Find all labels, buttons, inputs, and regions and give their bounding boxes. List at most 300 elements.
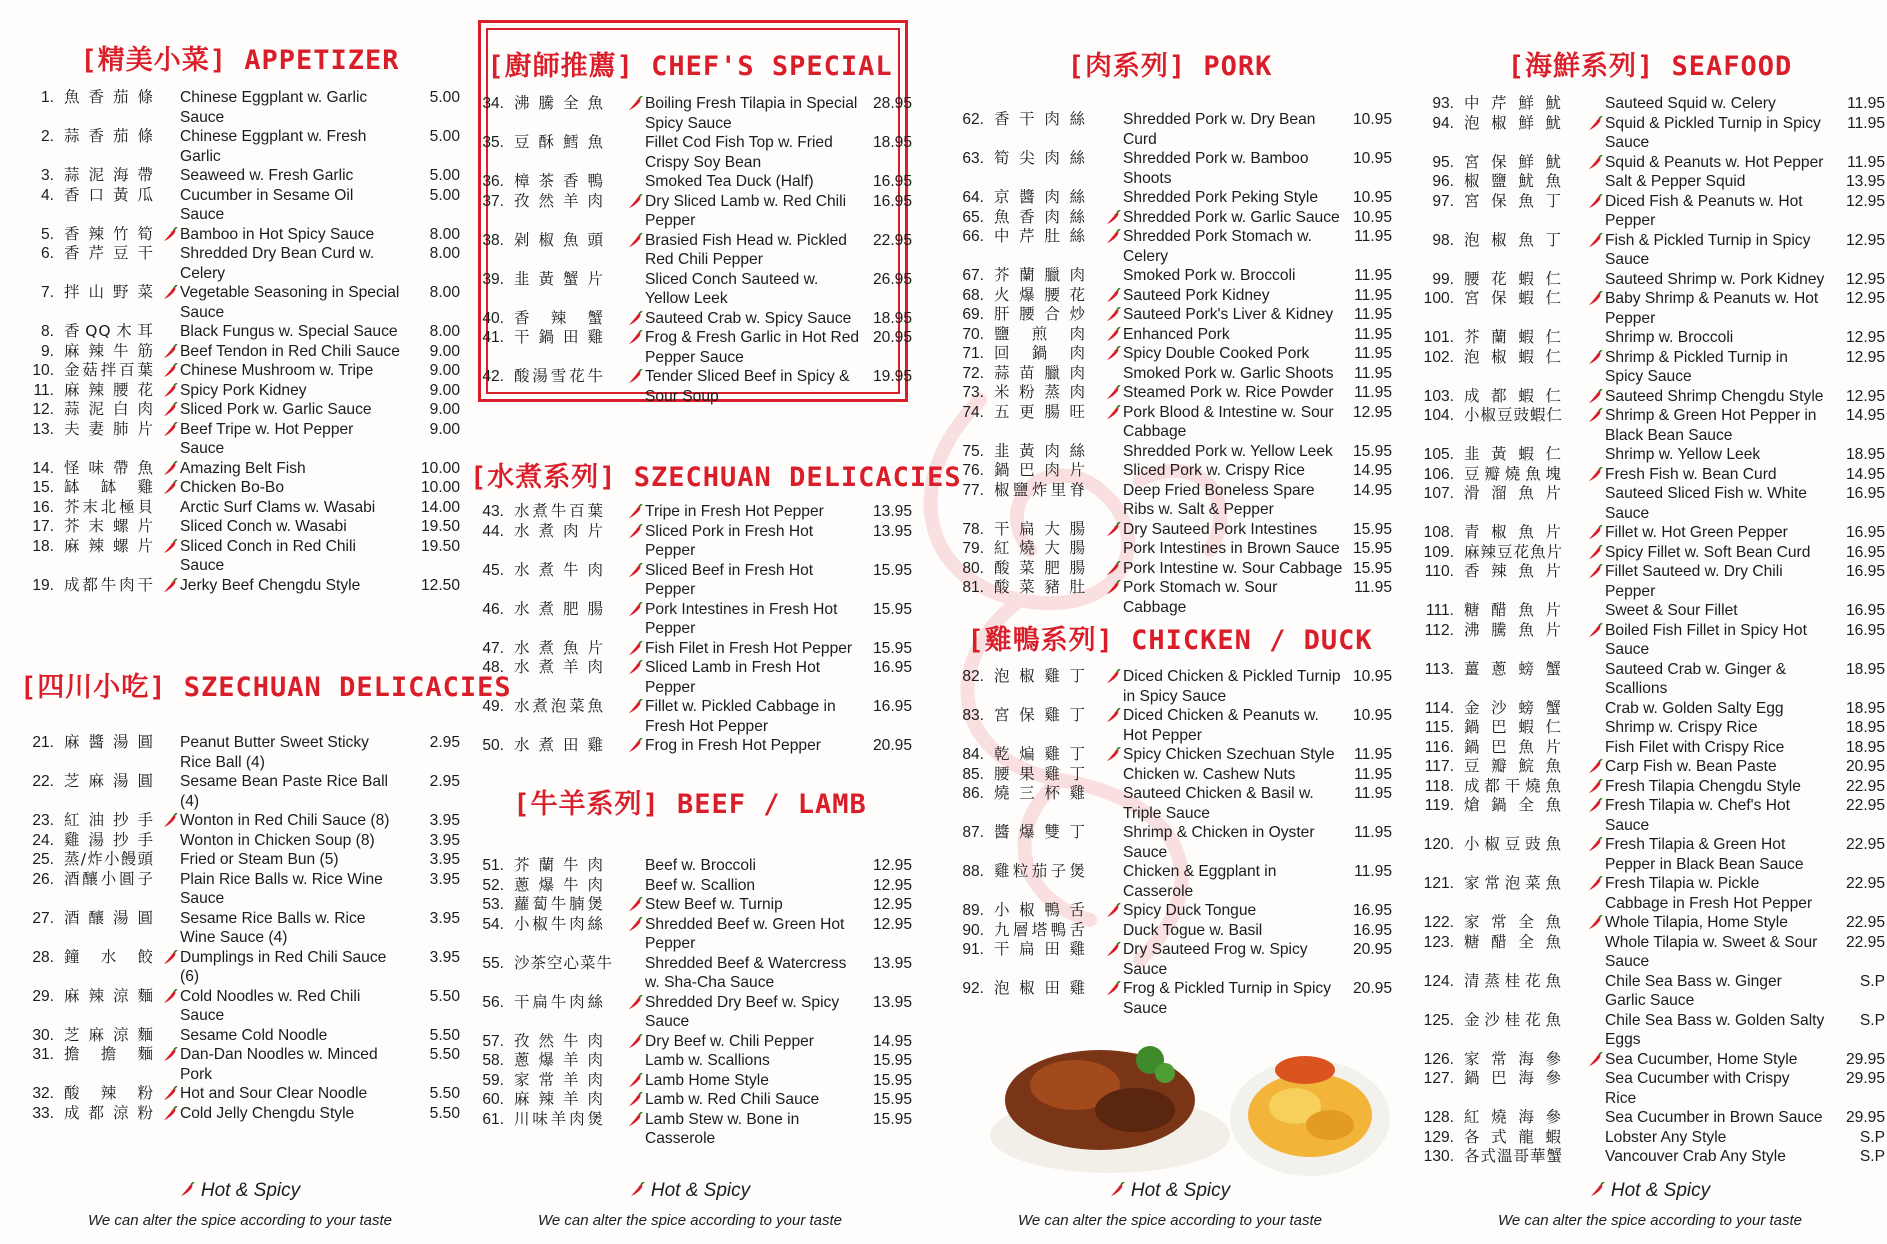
item-chinese-name: 香辣魚片 [1464, 562, 1562, 580]
hot-pepper-icon [628, 311, 643, 327]
item-number: 39. [482, 270, 504, 288]
item-chinese-name: 香辣蟹 [514, 308, 604, 327]
item-english-name: Sauteed Pork Kidney [1123, 286, 1270, 304]
item-english-name: Sauteed Sliced Fish w. White Sauce [1605, 485, 1807, 522]
item-chinese-name: 酸菜肥腸 [994, 558, 1086, 577]
hot-pepper-icon [1588, 350, 1603, 366]
item-chinese-name: 麻辣涼麵 [64, 986, 154, 1005]
item-number: 127. [1423, 1070, 1454, 1087]
hot-pepper-icon [163, 578, 178, 594]
item-english-name: Shredded Dry Bean Curd w. Celery [180, 245, 375, 282]
item-price: 22.95 [1845, 836, 1885, 853]
item-english-name: Diced Fish & Peanuts w. Hot Pepper [1605, 192, 1803, 229]
item-english-name: Sea Cucumber, Home Style [1605, 1050, 1798, 1068]
menu-item [950, 149, 1390, 188]
item-number: 25. [32, 851, 54, 868]
item-price: 11.95 [1354, 785, 1392, 802]
item-chinese-name: 椒鹽炸里脊 [994, 480, 1086, 499]
item-price: 5.00 [429, 186, 460, 204]
item-number: 81. [962, 579, 984, 596]
item-number: 90. [962, 921, 984, 939]
item-number: 65. [962, 208, 984, 226]
item-chinese-name: 擔擔麵 [64, 1045, 154, 1063]
item-chinese-name: 泡椒魚丁 [1464, 230, 1562, 249]
section-title: [肉系列] PORK [1067, 51, 1273, 82]
item-english-name: Lamb w. Scallions [645, 1052, 770, 1069]
item-english-name: Squid & Pickled Turnip in Spicy Sauce [1605, 114, 1821, 151]
item-chinese-name: 香芹豆干 [64, 244, 154, 262]
item-chinese-name: 腰果雞丁 [994, 764, 1086, 783]
item-english-name: Sauteed Crab w. Ginger & Scallions [1605, 660, 1787, 697]
menu-item [20, 1084, 460, 1104]
item-number: 69. [962, 306, 984, 323]
item-english-name: Squid & Peanuts w. Hot Pepper [1605, 153, 1824, 171]
hot-pepper-icon [163, 1047, 178, 1063]
hot-pepper-icon [1588, 525, 1603, 541]
menu-item [20, 381, 460, 401]
item-price: 10.95 [1352, 189, 1392, 206]
item-number: 104. [1423, 407, 1454, 424]
item-english-name: Sliced Beef in Fresh Hot Pepper [645, 561, 814, 598]
item-price: 19.50 [420, 518, 460, 535]
menu-item [950, 227, 1390, 266]
item-price: 15.95 [872, 561, 912, 579]
menu-item [20, 1026, 460, 1046]
item-chinese-name: 宮保蝦仁 [1464, 289, 1562, 307]
item-chinese-name: 孜然牛肉 [514, 1031, 604, 1050]
item-chinese-name: 小椒鴨舌 [994, 901, 1086, 919]
item-number: 57. [482, 1032, 504, 1050]
hot-pepper-icon [1106, 942, 1121, 958]
menu-item [950, 325, 1390, 345]
item-english-name: Black Fungus w. Special Sauce [180, 323, 398, 340]
hot-pepper-icon [628, 563, 643, 579]
item-price: 19.95 [872, 368, 912, 385]
item-chinese-name: 家常全魚 [1464, 913, 1562, 931]
item-number: 53. [482, 896, 504, 913]
menu-item [950, 921, 1390, 941]
item-price: 16.95 [1845, 543, 1885, 561]
item-english-name: Chicken & Eggplant in Casserole [1123, 863, 1277, 900]
hot-spicy-legend [1420, 1180, 1880, 1202]
spice-note: We can alter the spice according to your taste [537, 1212, 843, 1229]
item-number: 102. [1423, 348, 1454, 366]
item-number: 22. [32, 773, 54, 790]
item-number: 7. [40, 284, 54, 301]
item-english-name: Spicy Chicken Szechuan Style [1123, 746, 1335, 763]
item-chinese-name: 魚香肉絲 [994, 207, 1086, 226]
item-price: 3.95 [429, 831, 460, 849]
hot-pepper-icon [163, 1086, 178, 1102]
item-english-name: Lamb Home Style [645, 1071, 769, 1089]
item-price: S.P [1859, 1128, 1885, 1146]
item-chinese-name: 沸騰魚片 [1464, 620, 1562, 639]
item-number: 77. [962, 481, 984, 499]
item-price: 16.95 [872, 173, 912, 190]
item-price: 22.95 [1845, 777, 1885, 795]
item-chinese-name: 芥末螺片 [64, 517, 154, 535]
item-english-name: Salt & Pepper Squid [1605, 173, 1746, 190]
item-price: 11.95 [1354, 345, 1392, 362]
menu-item [1420, 620, 1885, 660]
hot-pepper-icon [1590, 1182, 1605, 1198]
menu-item [20, 459, 460, 479]
item-price: 9.00 [429, 381, 460, 399]
item-english-name: Hot and Sour Clear Noodle [180, 1085, 368, 1102]
menu-item [1420, 347, 1885, 387]
spice-note: We can alter the spice according to your taste [1017, 1212, 1323, 1229]
item-number: 37. [482, 192, 504, 210]
item-english-name: Spicy Fillet w. Soft Bean Curd [1605, 543, 1811, 561]
menu-item [20, 498, 460, 518]
item-number: 129. [1423, 1128, 1454, 1146]
item-chinese-name: 京醬肉絲 [994, 188, 1086, 206]
item-chinese-name: 韭黃肉絲 [994, 441, 1086, 460]
item-chinese-name: 豆酥鱈魚 [514, 133, 604, 151]
item-chinese-name: 醬爆雙丁 [994, 823, 1086, 841]
item-number: 130. [1423, 1148, 1454, 1165]
item-price: 11.95 [1354, 228, 1392, 245]
menu-item [470, 1032, 910, 1052]
item-number: 6. [40, 245, 54, 262]
item-number: 9. [40, 342, 54, 360]
item-price: 29.95 [1845, 1050, 1885, 1068]
item-number: 126. [1423, 1050, 1454, 1068]
item-english-name: Lamb w. Red Chili Sauce [645, 1091, 820, 1108]
item-price: S.P [1859, 972, 1885, 990]
item-chinese-name: 芥蘭臘肉 [994, 266, 1086, 284]
menu-item [20, 127, 460, 166]
item-number: 103. [1423, 387, 1454, 405]
hot-pepper-icon [163, 480, 178, 496]
item-chinese-name: 紅燒海參 [1464, 1108, 1562, 1126]
item-price: 12.50 [420, 576, 460, 594]
item-english-name: Vegetable Seasoning in Special Sauce [180, 284, 400, 321]
item-price: 19.50 [420, 537, 460, 555]
menu-item [20, 1104, 460, 1124]
item-price: 11.95 [1354, 306, 1392, 323]
item-chinese-name: 五更腸旺 [994, 402, 1086, 421]
item-chinese-name: 筍尖肉絲 [994, 149, 1086, 167]
item-english-name: Shredded Pork Peking Style [1123, 189, 1319, 206]
item-number: 35. [482, 134, 504, 151]
item-number: 72. [962, 364, 984, 382]
menu-item [950, 286, 1390, 306]
item-chinese-name: 蒜泥白肉 [64, 400, 154, 418]
item-number: 106. [1423, 465, 1454, 483]
item-chinese-name: 宮保鮮魷 [1464, 152, 1562, 171]
item-price: 10.95 [1352, 150, 1392, 167]
item-chinese-name: 水煮牛肉 [514, 560, 604, 579]
item-chinese-name: 蒸/炸小饅頭 [64, 850, 154, 868]
menu-item [1420, 542, 1885, 563]
menu-item [950, 784, 1390, 823]
menu-item [470, 309, 910, 329]
item-chinese-name: 各式溫哥華蟹 [1464, 1147, 1564, 1165]
hot-pepper-icon [628, 699, 643, 715]
item-english-name: Boiled Fish Fillet in Spicy Hot Sauce [1605, 621, 1807, 658]
item-english-name: Vancouver Crab Any Style [1605, 1148, 1786, 1165]
hot-pepper-icon [628, 897, 643, 913]
item-chinese-name: 水煮肉片 [514, 521, 604, 540]
hot-pepper-icon [163, 539, 178, 555]
hot-pepper-icon [163, 383, 178, 399]
item-english-name: Shredded Beef & Watercress w. Sha-Cha Sauce [645, 954, 847, 991]
menu-item [1420, 172, 1885, 192]
item-price: 16.95 [1845, 563, 1885, 580]
hot-pepper-icon [628, 96, 643, 112]
item-chinese-name: 酒釀小圓子 [64, 869, 154, 888]
item-chinese-name: 熗鍋全魚 [1464, 796, 1562, 814]
hot-pepper-icon [163, 1106, 178, 1122]
hot-pepper-icon [628, 995, 643, 1011]
menu-item [1420, 406, 1885, 445]
item-chinese-name: 蔥爆羊肉 [514, 1051, 604, 1069]
item-english-name: Frog & Fresh Garlic in Hot Red Pepper Sauce [645, 329, 860, 366]
item-english-name: Sesame Cold Noodle [180, 1026, 328, 1044]
menu-item [1420, 1069, 1885, 1108]
item-price: 12.95 [1845, 192, 1885, 210]
hot-pepper-icon [1588, 194, 1603, 210]
item-price: 10.95 [1352, 111, 1392, 128]
item-price: 12.95 [872, 857, 912, 874]
hot-pepper-icon [163, 813, 178, 829]
menu-item [20, 948, 460, 987]
item-number: 75. [962, 442, 984, 460]
menu-item [950, 940, 1390, 979]
hot-pepper-icon [1106, 307, 1121, 323]
item-number: 36. [482, 173, 504, 190]
item-price: 28.95 [872, 95, 912, 112]
item-number: 128. [1423, 1109, 1454, 1126]
item-price: 10.00 [420, 459, 460, 477]
item-number: 73. [962, 384, 984, 401]
item-number: 89. [962, 902, 984, 919]
item-price: 5.50 [429, 1046, 460, 1063]
item-english-name: Dry Sauteed Pork Intestines [1123, 520, 1318, 538]
hot-pepper-icon [1106, 327, 1121, 343]
item-price: 14.95 [1352, 462, 1392, 479]
item-english-name: Diced Chicken & Pickled Turnip in Spicy Sauce [1123, 668, 1341, 705]
hot-pepper-icon [1106, 229, 1121, 245]
item-chinese-name: 成都干燒魚 [1464, 776, 1562, 795]
menu-item [1420, 874, 1885, 913]
item-english-name: Sliced Conch w. Wasabi [180, 518, 347, 535]
hot-pepper-icon [1588, 545, 1603, 561]
menu-item [1420, 776, 1885, 797]
item-price: 9.00 [429, 342, 460, 360]
item-english-name: Sliced Conch in Red Chili Sauce [180, 537, 356, 574]
item-price: 20.95 [1845, 758, 1885, 775]
item-chinese-name: 九層塔鴨舌 [994, 920, 1086, 939]
item-price: 10.95 [1352, 668, 1392, 685]
item-price: 11.95 [1354, 286, 1392, 304]
item-number: 93. [1432, 95, 1454, 112]
item-price: 29.95 [1845, 1109, 1885, 1126]
item-english-name: Sauteed Shrimp Chengdu Style [1605, 387, 1824, 405]
item-number: 84. [962, 746, 984, 763]
item-number: 117. [1424, 758, 1454, 775]
item-number: 64. [962, 189, 984, 206]
item-price: 11.95 [1847, 95, 1885, 112]
section-title: [雞鴨系列] CHICKEN / DUCK [967, 625, 1373, 656]
item-price: 14.95 [1845, 465, 1885, 483]
item-english-name: Sliced Lamb in Fresh Hot Pepper [645, 659, 821, 696]
item-number: 58. [482, 1052, 504, 1069]
item-chinese-name: 豆瓣燒魚塊 [1464, 464, 1562, 483]
menu-item [1420, 94, 1885, 114]
hot-pepper-icon [1106, 561, 1121, 577]
section-title: [四川小吃] SZECHUAN DELICACIES [20, 672, 512, 703]
menu-item [950, 403, 1390, 442]
item-english-name: Smoked Pork w. Broccoli [1123, 267, 1296, 284]
hot-pepper-icon [1106, 288, 1121, 304]
item-chinese-name: 雞粒茄子煲 [994, 862, 1086, 880]
menu-item [1420, 1127, 1885, 1148]
hot-pepper-icon [1588, 623, 1603, 639]
item-number: 30. [32, 1026, 54, 1044]
item-chinese-name: 泡椒田雞 [994, 979, 1086, 997]
item-price: 11.95 [1354, 267, 1392, 284]
hot-pepper-icon [163, 950, 178, 966]
item-price: S.P [1859, 1148, 1885, 1165]
menu-item [950, 979, 1390, 1018]
item-price: 5.00 [429, 89, 460, 106]
item-number: 99. [1432, 270, 1454, 288]
item-number: 123. [1423, 933, 1454, 951]
menu-item [1420, 113, 1885, 153]
item-english-name: Peanut Butter Sweet Sticky Rice Ball (4) [180, 734, 369, 771]
item-price: 14.95 [1845, 407, 1885, 424]
menu-item [950, 208, 1390, 228]
item-number: 11. [33, 381, 54, 399]
item-english-name: Sea Cucumber with Crispy Rice [1605, 1070, 1790, 1107]
hot-spicy-label: Hot & Spicy [1610, 1180, 1711, 1201]
menu-item [1420, 835, 1885, 874]
menu-item [1420, 269, 1885, 290]
menu-item [950, 461, 1390, 481]
item-price: 2.95 [429, 734, 460, 751]
item-price: S.P [1859, 1011, 1885, 1029]
hot-pepper-icon [628, 194, 643, 210]
item-chinese-name: 成都牛肉干 [64, 575, 154, 594]
item-number: 43. [482, 503, 504, 520]
item-chinese-name: 沙茶空心菜牛 [514, 953, 614, 972]
menu-item [1420, 796, 1885, 835]
item-price: 8.00 [429, 225, 460, 243]
item-number: 111. [1425, 602, 1454, 619]
item-number: 38. [482, 231, 504, 249]
hot-pepper-icon [630, 1182, 645, 1198]
item-number: 94. [1432, 114, 1454, 132]
menu-item [950, 364, 1390, 384]
item-english-name: Lamb Stew w. Bone in Casserole [645, 1110, 800, 1147]
item-english-name: Spicy Pork Kidney [180, 381, 307, 399]
item-price: 3.95 [429, 851, 460, 868]
item-english-name: Shrimp w. Crispy Rice [1605, 719, 1758, 736]
item-price: 18.95 [1845, 660, 1885, 678]
menu-item [1420, 718, 1885, 738]
menu-item [1420, 464, 1885, 485]
item-price: 18.95 [872, 309, 912, 327]
item-price: 9.00 [429, 401, 460, 418]
item-price: 20.95 [872, 737, 912, 754]
item-price: 12.95 [872, 876, 912, 894]
hot-pepper-icon [1588, 155, 1603, 171]
item-price: 20.95 [872, 329, 912, 346]
item-chinese-name: 孜然羊肉 [514, 191, 604, 210]
item-price: 16.95 [1845, 524, 1885, 541]
item-price: 15.95 [1352, 540, 1392, 557]
item-chinese-name: 成都蝦仁 [1464, 386, 1562, 405]
item-chinese-name: 小椒豆豉魚 [1464, 835, 1562, 853]
item-number: 8. [40, 323, 54, 340]
menu-item [950, 559, 1390, 579]
item-english-name: Fresh Fish w. Bean Curd [1605, 465, 1777, 483]
menu-item [20, 244, 460, 283]
hot-pepper-icon [1588, 467, 1603, 483]
item-number: 19. [32, 576, 54, 594]
item-price: 3.95 [429, 812, 460, 829]
item-chinese-name: 清蒸桂花魚 [1464, 971, 1562, 990]
item-chinese-name: 水煮牛百葉 [514, 502, 604, 520]
item-number: 21. [32, 734, 54, 751]
item-english-name: Tripe in Fresh Hot Pepper [645, 503, 824, 520]
item-price: 16.95 [1845, 485, 1885, 502]
hot-pepper-icon [628, 1112, 643, 1128]
menu-item [470, 895, 910, 915]
item-english-name: Duck Togue w. Basil [1123, 921, 1263, 939]
item-chinese-name: 芝麻涼麵 [64, 1025, 154, 1044]
menu-item [950, 266, 1390, 286]
item-chinese-name: 回鍋肉 [994, 344, 1086, 362]
item-number: 86. [962, 785, 984, 802]
menu-item [20, 322, 460, 342]
item-chinese-name: 金菇拌百葉 [64, 361, 154, 379]
item-price: 15.95 [872, 1071, 912, 1089]
menu-item [1420, 386, 1885, 407]
item-number: 31. [32, 1046, 54, 1063]
item-english-name: Brasied Fish Head w. Pickled Red Chili Pepper [645, 231, 847, 268]
menu-item [950, 765, 1390, 785]
hot-pepper-icon [628, 641, 643, 657]
item-english-name: Dumplings in Red Chili Sauce (6) [180, 948, 387, 985]
item-chinese-name: 麻辣螺片 [64, 536, 154, 555]
item-number: 61. [482, 1110, 504, 1128]
item-chinese-name: 成都涼粉 [64, 1103, 154, 1122]
item-english-name: Fish Filet in Fresh Hot Pepper [645, 639, 853, 657]
item-chinese-name: 雞湯抄手 [64, 830, 154, 849]
item-chinese-name: 芥蘭牛肉 [514, 856, 604, 874]
item-chinese-name: 芝麻湯圓 [64, 772, 154, 790]
menu-item [950, 344, 1390, 364]
hot-pepper-icon [1106, 405, 1121, 421]
hot-pepper-icon [1588, 759, 1603, 775]
menu-item [1420, 328, 1885, 348]
menu-item [20, 400, 460, 420]
menu-item [470, 954, 910, 993]
item-chinese-name: 肝腰合炒 [994, 305, 1086, 323]
menu-column-2 [470, 0, 962, 1244]
item-english-name: Chile Sea Bass w. Golden Salty Eggs [1605, 1011, 1825, 1048]
item-number: 60. [482, 1091, 504, 1108]
item-number: 5. [40, 225, 54, 243]
menu-item [20, 186, 460, 225]
item-price: 16.95 [872, 698, 912, 715]
item-english-name: Baby Shrimp & Peanuts w. Hot Pepper [1605, 290, 1819, 327]
item-english-name: Shredded Pork w. Dry Bean Curd [1123, 111, 1316, 148]
item-chinese-name: 干鍋田雞 [514, 328, 604, 346]
